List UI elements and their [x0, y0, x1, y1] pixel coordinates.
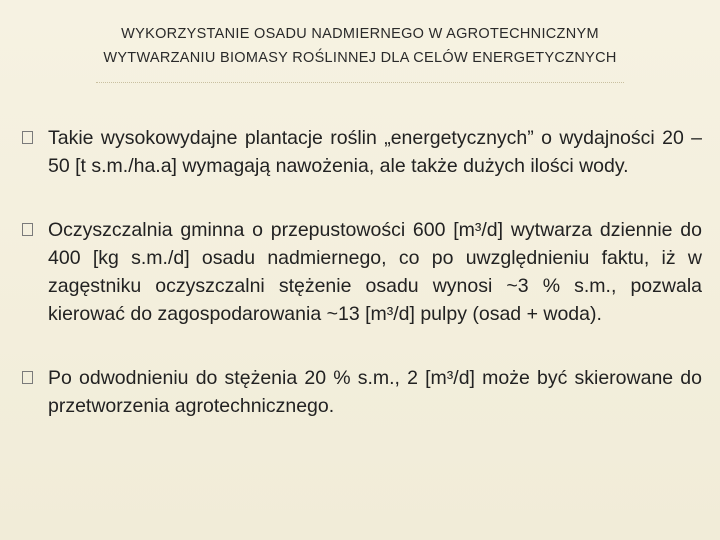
slide-title-line-2: WYTWARZANIU BIOMASY ROŚLINNEJ DLA CELÓW ENERGETYCZNYCH: [103, 50, 617, 66]
title-divider: [96, 82, 624, 83]
bullet-text-3: Po odwodnieniu do stężenia 20 % s.m., 2 [m³/d] może być skierowane do przetworzenia agrotechnicznego.: [48, 367, 702, 417]
bullet-list: [22, 124, 702, 456]
bullet-text-1: Takie wysokowydajne plantacje roślin „energetycznych” o wydajności 20 – 50 [t s.m./ha.a] wymagają nawożenia, ale także dużych ilości wody.: [48, 127, 702, 177]
hollow-square-bullet-icon: [22, 131, 33, 144]
bullet-item-1: [22, 124, 702, 180]
hollow-square-bullet-icon: [22, 371, 33, 384]
slide-title-line-1: WYKORZYSTANIE OSADU NADMIERNEGO W AGROTECHNICZNYM: [121, 26, 599, 42]
bullet-item-2: [22, 216, 702, 328]
slide-title: [40, 22, 680, 70]
hollow-square-bullet-icon: [22, 223, 33, 236]
bullet-item-3: [22, 364, 702, 420]
bullet-text-2: Oczyszczalnia gminna o przepustowości 600 [m³/d] wytwarza dziennie do 400 [kg s.m./d] osadu nadmiernego, co po uwzględnieniu faktu, iż w zagęstniku oczyszczalni stężenie osadu wynosi ~3 % s.m., pozwala kierować do zagospodarowania ~13 [m³/d] pulpy (osad + woda).: [48, 219, 702, 325]
